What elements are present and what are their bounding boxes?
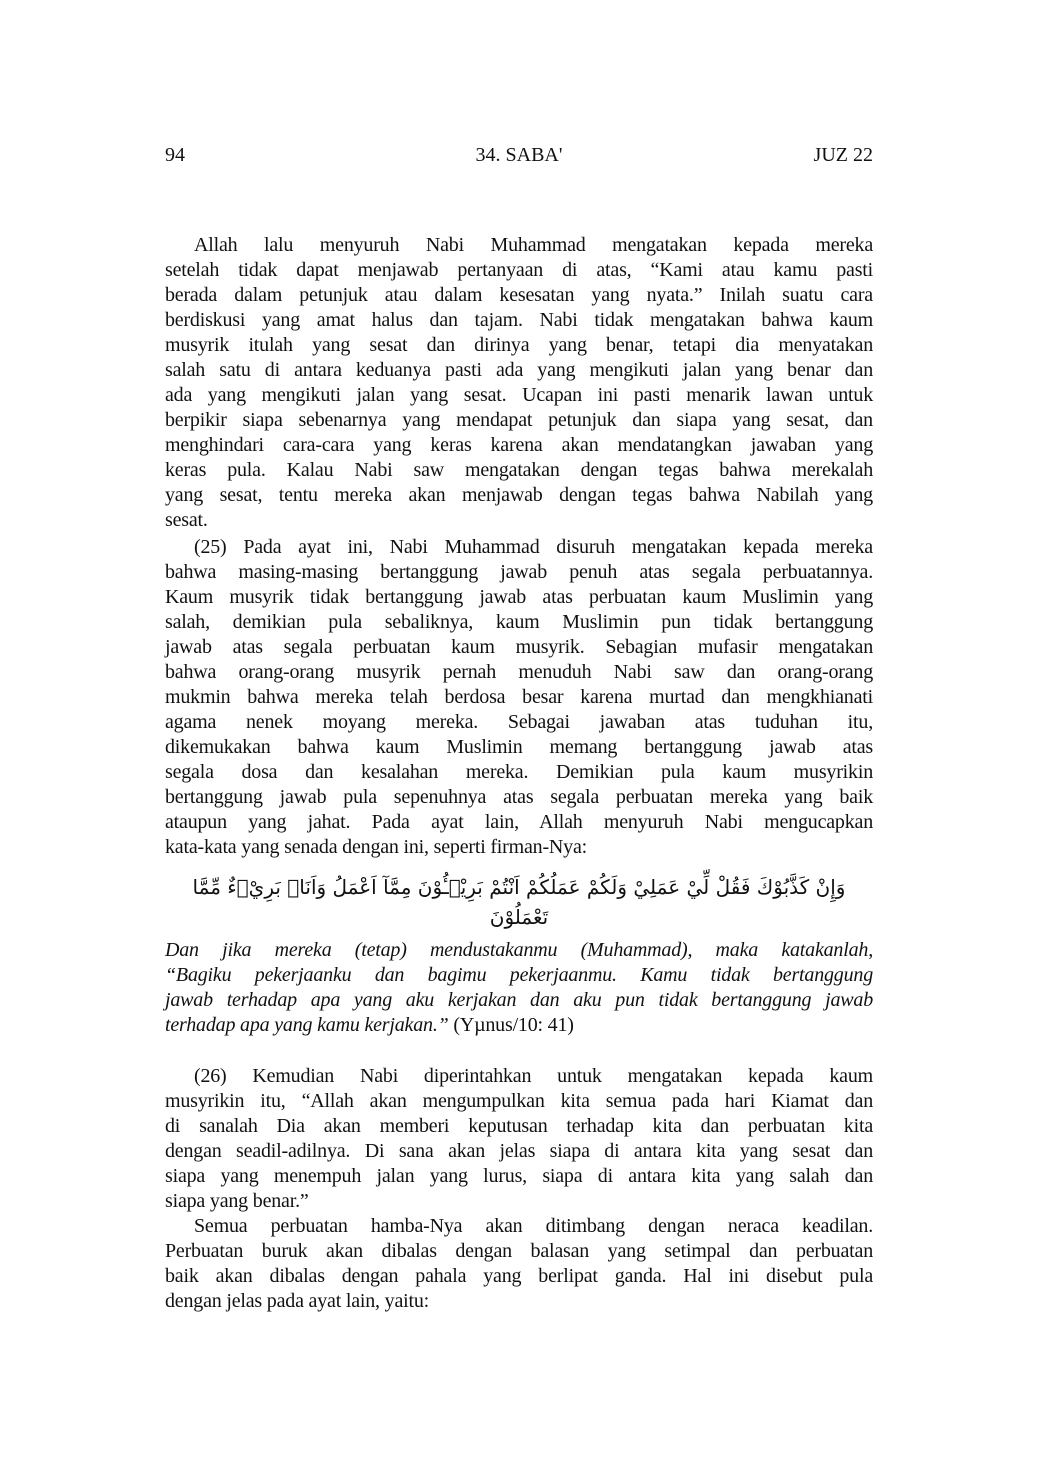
paragraph-4	[165, 1214, 873, 1314]
text-line: dengan seadil-adilnya. Di sana akan jelas siapa di antara kita yang sesat dan	[165, 1140, 873, 1162]
text-line: jawab terhadap apa yang aku kerjakan dan aku pun tidak bertanggung jawab	[165, 989, 873, 1011]
text-line: (26) Kemudian Nabi diperintahkan untuk mengatakan kepada kaum	[194, 1065, 873, 1087]
text-line: ada yang mengikuti jalan yang sesat. Ucapan ini pasti menarik lawan untuk	[165, 384, 873, 406]
text-line: berdiskusi yang amat halus dan tajam. Nabi tidak mengatakan bahwa kaum	[165, 309, 873, 331]
text-line: musyrikin itu, “Allah akan mengumpulkan kita semua pada hari Kiamat dan	[165, 1090, 873, 1112]
text-line: berpikir siapa sebenarnya yang mendapat petunjuk dan siapa yang sesat, dan	[165, 409, 873, 431]
paragraph-2	[165, 535, 873, 860]
text-line: bertanggung jawab pula sepenuhnya atas segala perbuatan mereka yang baik	[165, 786, 873, 808]
text-line: “Bagiku pekerjaanku dan bagimu pekerjaanmu. Kamu tidak bertanggung	[165, 964, 873, 986]
text-line-with-reference	[165, 1013, 873, 1038]
text-line: jawab atas segala perbuatan kaum musyrik. Sebagian mufasir mengatakan	[165, 636, 873, 658]
text-line: bahwa masing-masing bertanggung jawab penuh atas segala perbuatannya.	[165, 561, 873, 583]
text-line: Dan jika mereka (tetap) mendustakanmu (Muhammad), maka katakanlah,	[165, 939, 873, 961]
text-line: sesat.	[165, 509, 208, 531]
text-line: baik akan dibalas dengan pahala yang berlipat ganda. Hal ini disebut pula	[165, 1265, 873, 1287]
text-line: Semua perbuatan hamba-Nya akan ditimbang dengan neraca keadilan.	[194, 1215, 873, 1237]
text-line: menghindari cara-cara yang keras karena akan mendatangkan jawaban yang	[165, 434, 873, 456]
text-line: Kaum musyrik tidak bertanggung jawab atas perbuatan kaum Muslimin yang	[165, 586, 873, 608]
text-line: kata-kata yang senada dengan ini, seperti firman-Nya:	[165, 836, 587, 858]
text-line: musyrik itulah yang sesat dan dirinya yang benar, tetapi dia menyatakan	[165, 334, 873, 356]
chapter-title: 34. SABA'	[475, 144, 563, 166]
page-number: 94	[165, 144, 185, 166]
text-line: siapa yang menempuh jalan yang lurus, siapa di antara kita yang salah dan	[165, 1165, 873, 1187]
text-line: bahwa orang-orang musyrik pernah menuduh Nabi saw dan orang-orang	[165, 661, 873, 683]
text-line: siapa yang benar.”	[165, 1190, 309, 1212]
verse-translation	[165, 938, 873, 1038]
verse-reference: (Yµnus/10: 41)	[453, 1014, 574, 1036]
text-line: segala dosa dan kesalahan mereka. Demikian pula kaum musyrikin	[165, 761, 873, 783]
text-line: keras pula. Kalau Nabi saw mengatakan dengan tegas bahwa merekalah	[165, 459, 873, 481]
text-line: yang sesat, tentu mereka akan menjawab dengan tegas bahwa Nabilah yang	[165, 484, 873, 506]
text-line: Allah lalu menyuruh Nabi Muhammad mengatakan kepada mereka	[194, 234, 873, 256]
text-line: (25) Pada ayat ini, Nabi Muhammad disuruh mengatakan kepada mereka	[194, 536, 873, 558]
text-line: terhadap apa yang kamu kerjakan.”	[165, 1014, 449, 1036]
paragraph-1	[165, 233, 873, 533]
text-line: mukmin bahwa mereka telah berdosa besar karena murtad dan mengkhianati	[165, 686, 873, 708]
text-line: dikemukakan bahwa kaum Muslimin memang bertanggung jawab atas	[165, 736, 873, 758]
text-line: Perbuatan buruk akan dibalas dengan balasan yang setimpal dan perbuatan	[165, 1240, 873, 1262]
text-line: berada dalam petunjuk atau dalam kesesatan yang nyata.” Inilah suatu cara	[165, 284, 873, 306]
text-line: agama nenek moyang mereka. Sebagai jawaban atas tuduhan itu,	[165, 711, 873, 733]
text-line: di sanalah Dia akan memberi keputusan terhadap kita dan perbuatan kita	[165, 1115, 873, 1137]
running-header	[165, 144, 873, 170]
text-line: salah satu di antara keduanya pasti ada yang mengikuti jalan yang benar dan	[165, 359, 873, 381]
text-line: setelah tidak dapat menjawab pertanyaan di atas, “Kami atau kamu pasti	[165, 259, 873, 281]
text-line: dengan jelas pada ayat lain, yaitu:	[165, 1290, 430, 1312]
quran-verse-arabic: وَإِنْ كَذَّبُوْكَ فَقُلْ لِّيْ عَمَلِيْ وَلَكُمْ عَمَلُكُمْ اَنْتُمْ بَرِيْۤـُٔوْنَ مِمَّآ اَعْمَلُ وَاَنَا۠ بَرِيْۤءٌ مِّمَّا تَعْمَلُوْنَ	[192, 875, 846, 929]
text-line: ataupun yang jahat. Pada ayat lain, Allah menyuruh Nabi mengucapkan	[165, 811, 873, 833]
juz-label: JUZ 22	[813, 144, 873, 166]
paragraph-3	[165, 1064, 873, 1214]
text-line: salah, demikian pula sebaliknya, kaum Muslimin pun tidak bertanggung	[165, 611, 873, 633]
